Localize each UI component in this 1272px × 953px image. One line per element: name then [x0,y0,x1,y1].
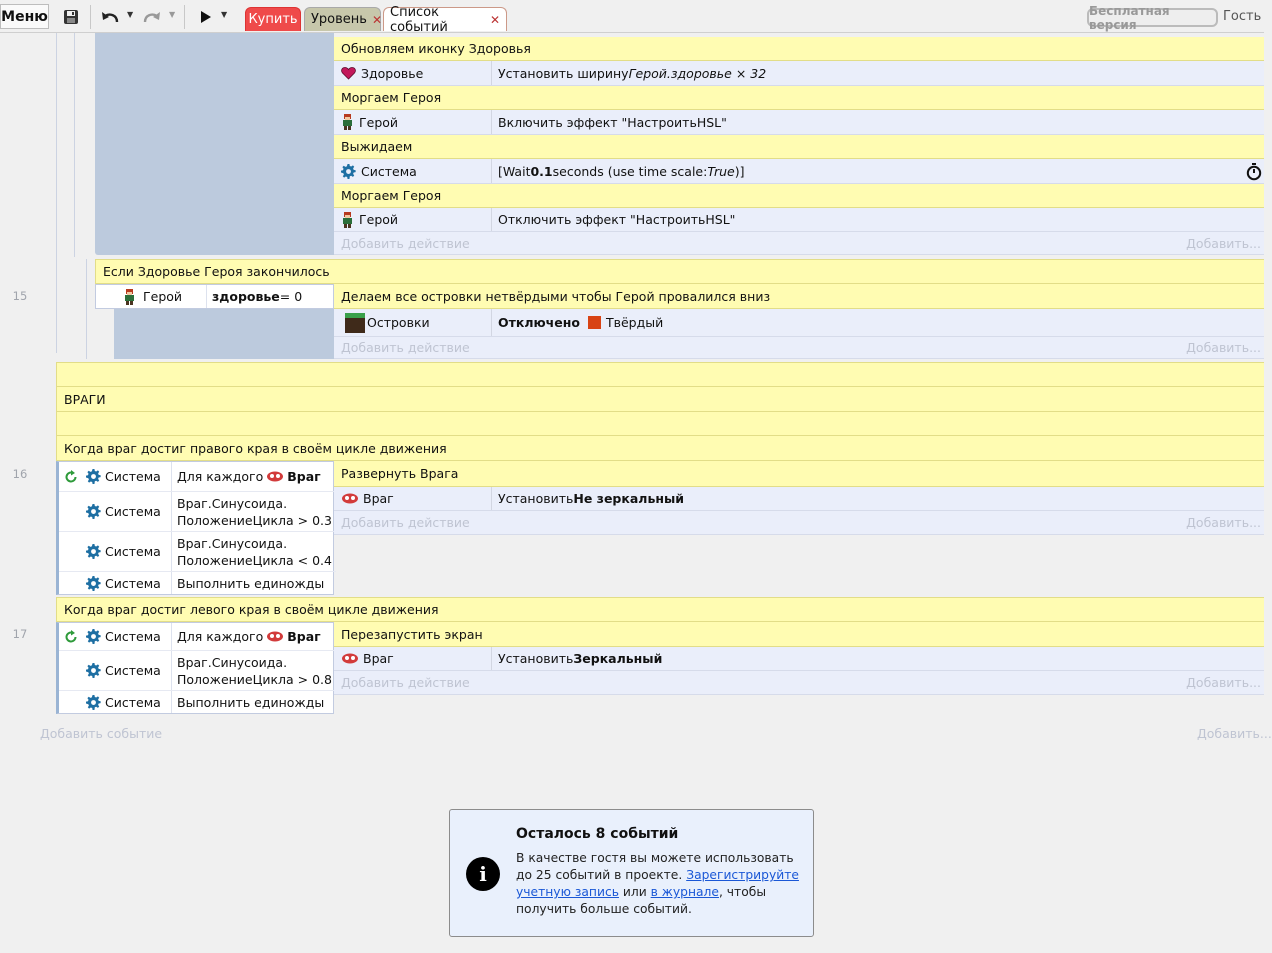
action-text-prefix: Установить ширину [498,65,629,81]
tab-event-sheet-label: Список событий [390,4,448,35]
event-header[interactable] [56,597,1264,622]
action-object [334,110,491,134]
divider [491,309,492,336]
wait-prefix: [Wait [498,163,531,179]
action-object [334,61,491,85]
empty-comment-row[interactable] [56,412,1264,436]
action-object-name: Герой [359,212,399,227]
condition-line: ПоложениеЦикла > 0.3 [177,512,332,528]
condition-row[interactable] [59,572,336,594]
gear-icon [86,695,101,710]
condition-text: Выполнить единожды [177,575,325,591]
gear-icon [86,663,101,678]
action-object [334,159,491,183]
save-icon[interactable] [60,6,82,28]
enemy-sprite-icon [341,493,359,504]
condition-row[interactable] [95,284,334,309]
condition-object-name: Система [105,575,161,591]
gear-icon [86,544,101,559]
condition-text [172,492,336,531]
notification-text-part: или [618,885,651,899]
add-action-link[interactable]: Добавить действие [341,675,470,690]
wait-suffix: )] [734,163,745,179]
nesting-line [56,33,57,353]
add-action-link[interactable]: Добавить действие [341,515,470,530]
tab-buy[interactable] [245,7,301,31]
guest-user-label[interactable]: Гость [1223,9,1262,24]
condition-row[interactable] [59,462,336,492]
nesting-line [74,33,75,257]
comment-text: Развернуть Врага [341,466,459,481]
add-action-link[interactable]: Добавить действие [341,235,470,251]
action-object-name: Враг [363,651,394,666]
tab-event-sheet[interactable] [383,4,507,35]
register-link[interactable]: Зарегистрируйте учетную запись [516,868,799,899]
add-action-row[interactable] [334,232,1264,255]
action-text [498,309,663,336]
condition-row[interactable] [59,651,336,691]
event-header[interactable] [95,259,1264,284]
hero-sprite-icon [341,114,354,130]
condition-compare: = 0 [279,289,303,304]
divider [491,487,492,510]
island-tile-icon [345,313,365,333]
for-each-label: Для каждого [177,469,264,484]
action-row[interactable] [334,61,1264,86]
action-value: Зеркальный [573,651,663,666]
event-header-text: Если Здоровье Героя закончилось [103,264,330,279]
comment-row[interactable] [334,37,1264,61]
action-object [334,208,491,231]
action-object [334,647,491,670]
action-row[interactable] [334,309,1264,337]
enemy-sprite-icon [266,631,284,642]
action-prefix: Установить [498,491,574,506]
action-text [498,159,745,183]
condition-text: Выполнить единожды [177,694,325,710]
add-more-link[interactable]: Добавить... [1186,235,1261,251]
add-more-link[interactable]: Добавить... [1186,675,1261,690]
gear-icon [86,629,101,644]
event-header-text: Когда враг достиг правого края в своём цикле движения [64,440,447,456]
behavior-name: Твёрдый [605,315,664,330]
toolbar [0,0,1264,33]
condition-row[interactable] [59,532,336,572]
condition-variable: здоровье [212,289,280,304]
action-expression: Герой.здоровье × 32 [628,65,767,81]
condition-text [207,285,333,308]
group-title: ВРАГИ [64,391,106,407]
condition-object-name: Система [105,629,161,644]
add-event-link[interactable]: Добавить событие [40,725,163,741]
condition-row[interactable] [59,623,336,651]
add-more-link[interactable]: Добавить... [1197,725,1272,741]
close-icon[interactable]: ✕ [489,12,500,27]
tab-level[interactable] [304,7,381,31]
hero-sprite-icon [341,212,354,228]
action-text: Отключить эффект "НастроитьHSL" [498,212,736,227]
comment-text: Перезапустить экран [341,626,483,642]
notification-text [516,850,801,918]
condition-object-name: Система [105,663,161,678]
log-link[interactable]: в журнале [650,885,719,899]
gear-icon [86,576,101,591]
action-text: Включить эффект "НастроитьHSL" [498,114,727,130]
comment-text: Моргаем Героя [341,188,442,203]
condition-line: Враг.Синусоида. [177,535,288,551]
condition-row[interactable] [59,691,336,713]
condition-object-name: Система [105,469,161,484]
play-icon[interactable] [195,6,217,28]
divider [491,647,492,670]
divider [491,159,492,183]
condition-object [59,691,172,713]
event-header-text: Когда враг достиг левого края в своём цикле движения [64,602,439,617]
action-text [498,487,684,510]
wait-value: 0.1 [530,163,553,179]
condition-row[interactable] [59,492,336,532]
condition-line: Враг.Синусоида. [177,654,288,670]
divider [491,61,492,85]
condition-object-name: Система [105,694,161,710]
action-object-name: Враг [363,491,394,506]
gear-icon [341,164,356,179]
condition-line: Враг.Синусоида. [177,495,288,511]
event-header[interactable] [56,436,1264,461]
condition-line: ПоложениеЦикла > 0.8 [177,671,332,687]
action-object-name: Островки [367,315,430,330]
info-icon: i [466,857,500,891]
gear-icon [86,504,101,519]
divider [491,208,492,231]
condition-object [59,532,172,571]
condition-object-name: Система [105,504,161,519]
condition-object-name: Герой [143,289,183,304]
heart-icon [341,67,356,80]
comment-row[interactable] [334,135,1264,159]
comment-row[interactable] [334,184,1264,208]
toolbar-separator [90,5,91,29]
comment-row[interactable] [334,86,1264,110]
add-action-row[interactable] [334,511,1264,535]
play-dropdown-icon[interactable]: ▼ [221,10,228,19]
wait-mid: seconds (use time scale: [552,163,708,179]
action-text [498,61,766,85]
nesting-line [86,259,87,359]
tab-buy-label: Купить [248,12,298,27]
condition-text [172,462,336,491]
action-prefix: Установить [498,651,574,666]
gear-icon [86,469,101,484]
comment-row[interactable] [334,622,1264,647]
free-version-badge[interactable]: Бесплатная версия [1087,8,1218,27]
action-row[interactable] [334,208,1264,232]
enemy-object-name: Враг [287,469,321,484]
condition-text [172,623,336,650]
notification-text-part: В качестве гостя вы можете использовать до 25 событий в проекте. [516,851,794,882]
event-line-number: 15 [12,289,28,303]
toolbar-separator [184,5,185,29]
event-line-number: 16 [12,467,28,481]
stopwatch-icon [1246,159,1262,183]
condition-object [59,492,172,531]
comment-text: Обновляем иконку Здоровья [341,41,531,56]
enemy-object-name: Враг [287,629,321,644]
add-action-row[interactable] [334,671,1264,695]
loop-arrow-icon [64,630,78,644]
action-value: Не зеркальный [573,491,685,506]
comment-text: Делаем все островки нетвёрдыми чтобы Герой провалился вниз [341,288,771,304]
action-row[interactable] [334,159,1264,184]
event-conditions[interactable] [56,461,334,595]
action-object [334,487,491,510]
event-limit-notification [449,809,814,937]
add-more-link[interactable]: Добавить... [1186,515,1261,530]
condition-object [59,572,172,594]
add-action-row[interactable] [334,337,1264,359]
condition-text [172,651,336,690]
loop-arrow-icon [64,470,78,484]
undo-dropdown-icon[interactable]: ▼ [127,10,134,19]
action-row[interactable] [334,110,1264,135]
action-row[interactable] [334,647,1264,671]
tab-level-label: Уровень [311,12,367,27]
action-object-name: Герой [359,114,399,130]
divider [491,110,492,134]
comment-row[interactable] [334,284,1264,309]
action-object [338,309,491,336]
condition-object-name: Система [105,544,161,559]
add-more-link[interactable]: Добавить... [1186,340,1261,355]
condition-object [59,651,172,690]
close-icon[interactable]: ✕ [371,12,383,27]
condition-text [172,532,336,571]
action-row[interactable] [334,487,1264,511]
action-object-name: Система [361,163,417,179]
action-text [498,647,662,670]
redo-icon[interactable] [141,6,163,28]
for-each-label: Для каждого [177,629,264,644]
enemy-sprite-icon [341,653,359,664]
notification-title: Осталось 8 событий [516,826,679,842]
notification-text-part: , чтобы получить больше событий. [516,885,767,916]
solid-behavior-icon [588,316,601,329]
event-condition-area[interactable] [95,33,334,255]
action-object-name: Здоровье [361,65,424,81]
event-conditions[interactable] [56,622,334,714]
comment-text: Моргаем Героя [341,90,442,105]
add-action-link[interactable]: Добавить действие [341,340,470,355]
redo-dropdown-icon[interactable]: ▼ [169,10,176,19]
enemy-sprite-icon [266,471,284,482]
menu-button[interactable]: Меню [0,4,49,29]
condition-object [96,285,207,308]
behavior-state: Отключено [498,315,580,330]
comment-text: Выжидаем [341,139,413,154]
empty-comment-row[interactable] [56,362,1264,387]
hero-sprite-icon [123,289,136,305]
condition-line: ПоложениеЦикла < 0.4 [177,552,332,568]
undo-icon[interactable] [99,6,121,28]
wait-flag: True [707,163,735,179]
group-title-row[interactable] [56,387,1264,412]
comment-row[interactable] [334,461,1264,487]
event-line-number: 17 [12,627,28,641]
